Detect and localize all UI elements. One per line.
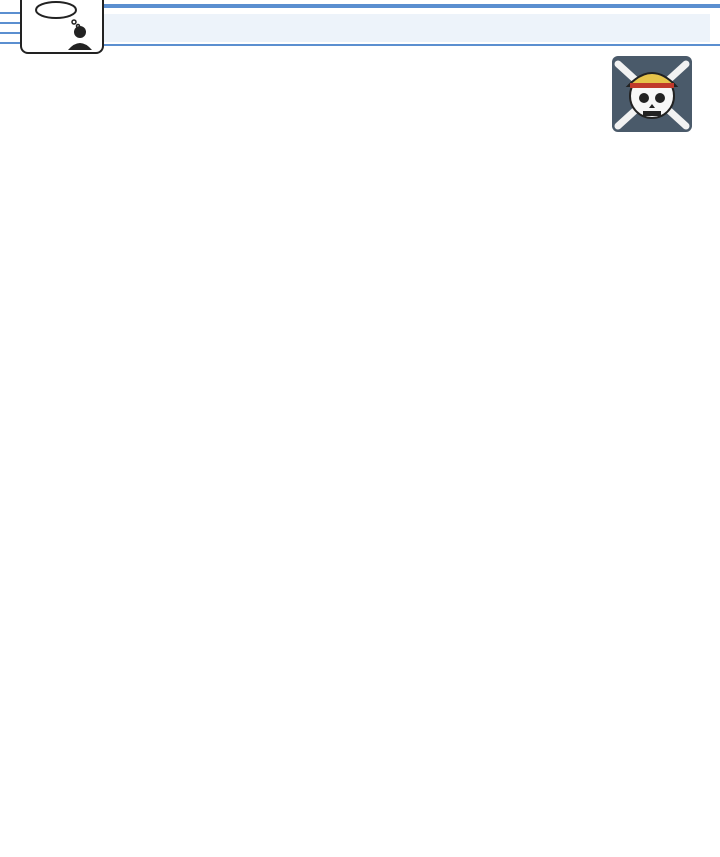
header-rule <box>0 12 22 14</box>
recall-banner <box>100 14 710 42</box>
header-rule-bottom <box>100 44 720 46</box>
thinking-person-icon <box>20 0 104 54</box>
header-rule <box>0 22 22 24</box>
header-rule <box>0 32 22 34</box>
jolly-roger-skull-icon <box>612 56 692 132</box>
header-rule <box>0 42 22 44</box>
header-rule-top <box>100 4 720 8</box>
directions <box>48 107 618 130</box>
